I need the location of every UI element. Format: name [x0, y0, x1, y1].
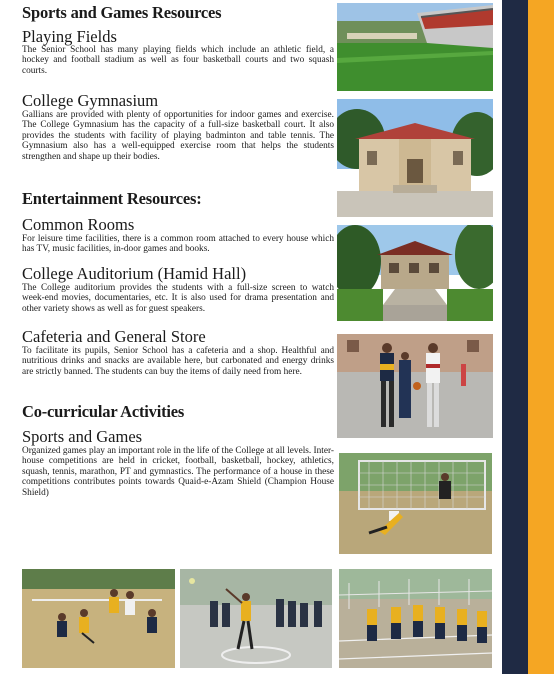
sports-resources-heading: Sports and Games Resources — [22, 3, 222, 22]
football-goal-photo — [339, 453, 492, 554]
playing-fields-text: The Senior School has many playing fields which include an athletic field, a hockey and football stadium as well as four basketball courts and two squash courts. — [22, 45, 334, 76]
common-rooms-text: For leisure time facilities, there is a common room attached to every house which has TV, music facilities, in-door games and books. — [22, 234, 334, 255]
stadium-photo — [337, 3, 493, 91]
auditorium-title: College Auditorium (Hamid Hall) — [22, 264, 247, 283]
track-race-photo — [339, 569, 492, 668]
cocurricular-heading: Co-curricular Activities — [22, 402, 185, 421]
hockey-match-photo — [22, 569, 175, 668]
playing-fields-title: Playing Fields — [22, 27, 117, 46]
gymnasium-text: Gallians are provided with plenty of opportunities for indoor games and exercise. The College Gymnasium has the capacity of a full-size basketball court. It also provides the students with facility of playing badminton and table tennis. The Gymnasium also has a well-equipped exercise room that helps the students strengthen and shape up their bodies. — [22, 110, 334, 162]
sports-games-text: Organized games play an important role in the life of the College at all levels. Inter-house competitions are held in cricket, football, basketball, hockey, athletics, squash, tennis, marathon, PT and gymnastics. The performance of a house in these competitions contributes points towards Quaid-e-Azam Shield (Champion House Shield) — [22, 446, 335, 498]
cafeteria-title: Cafeteria and General Store — [22, 327, 206, 346]
gold-side-band — [528, 0, 554, 674]
sports-games-title: Sports and Games — [22, 427, 143, 446]
common-rooms-title: Common Rooms — [22, 215, 135, 234]
entertainment-heading: Entertainment Resources: — [22, 189, 202, 208]
gymnasium-photo — [337, 99, 493, 217]
cafeteria-text: To facilitate its pupils, Senior School has a cafeteria and a shop. Healthful and nutritious drinks and snacks are available here, but carbonated and energy drinks are strictly banned. The students can buy the items of daily need from here. — [22, 346, 334, 377]
basketball-players-photo — [337, 334, 493, 438]
navy-side-band — [502, 0, 528, 674]
gymnasium-title: College Gymnasium — [22, 91, 159, 110]
athletics-throw-photo — [180, 569, 332, 668]
auditorium-text: The College auditorium provides the students with a full-size screen to watch week-end movies, documentaries, etc. It is also used for drama presentation and other variety shows as well as for guest speakers. — [22, 283, 334, 314]
common-room-photo — [337, 225, 493, 321]
